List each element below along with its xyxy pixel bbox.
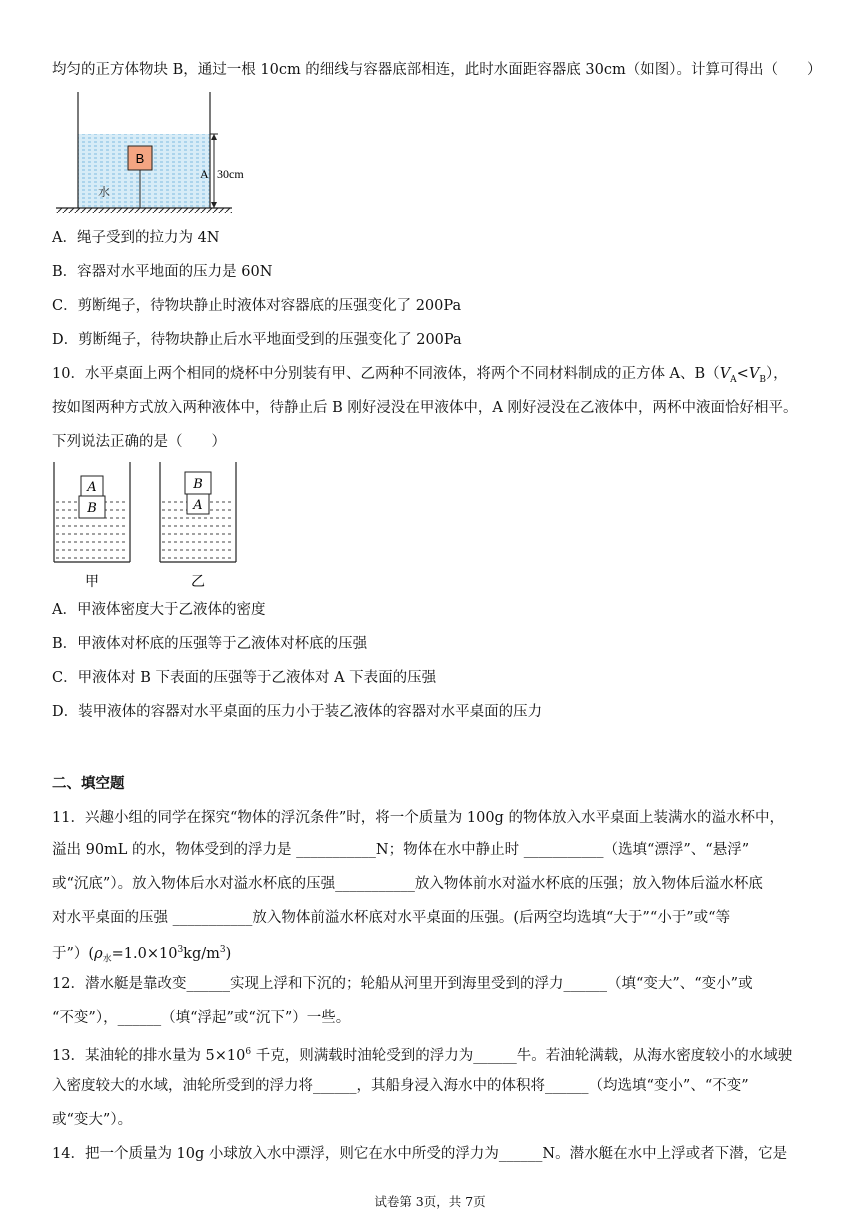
q14-line-1: 14．把一个质量为 10g 小球放入水中漂浮，则它在水中所受的浮力为______N。潜水艇在水中上浮或者下潜，它是 [52, 1146, 788, 1162]
point-a-label: A [200, 167, 209, 181]
q9-intro: 均匀的正方体物块 B，通过一根 10cm 的细线与容器底部相连，此时水面距容器底 30cm（如图）。计算可得出（ ） [52, 62, 822, 78]
jia-top-block-label: A [87, 480, 97, 495]
q12-line-2: “不变”），______（填“浮起”或“沉下”）一些。 [52, 1010, 351, 1026]
q9-option-d: D．剪断绳子，待物块静止后水平地面受到的压强变化了 200Pa [52, 332, 462, 348]
yi-bottom-block-label: A [193, 498, 203, 513]
q9-option-b: B．容器对水平地面的压力是 60N [52, 264, 273, 280]
q13-line-3: 或“变大”）。 [52, 1112, 133, 1128]
water-label: 水 [98, 185, 111, 199]
q11-line-4: 对水平桌面的压强 ___________放入物体前溢水杯底对水平桌面的压强。(后两空均选填“大于”“小于”或“等 [52, 910, 731, 926]
beaker-yi [160, 462, 236, 562]
q9-option-c: C．剪断绳子，待物块静止时液体对容器底的压强变化了 200Pa [52, 298, 462, 314]
q13-line-2: 入密度较大的水域，油轮所受到的浮力将______，其船身浸入海水中的体积将______（均选填“变小”、“不变” [52, 1078, 749, 1094]
jia-caption: 甲 [85, 574, 99, 590]
q10-line-3: 下列说法正确的是（ ） [52, 434, 226, 450]
q10-option-a: A．甲液体密度大于乙液体的密度 [52, 602, 266, 618]
jia-bottom-block-label: B [87, 501, 97, 516]
q9-figure [52, 92, 262, 216]
yi-top-block-label: B [193, 477, 203, 492]
q11-line-1: 11．兴趣小组的同学在探究“物体的浮沉条件”时，将一个质量为 100g 的物体放入水平桌面上装满水的溢水杯中， [52, 810, 784, 826]
q10-option-b: B．甲液体对杯底的压强等于乙液体对杯底的压强 [52, 636, 368, 652]
q11-line-5: 于$”)(\rho_水=1.0\times 10^3kg/m^3)$ [52, 945, 232, 965]
q10-figure [50, 460, 250, 592]
q9-option-a: A．绳子受到的拉力为 4N [52, 230, 220, 246]
block-b-label: B [135, 151, 145, 166]
q11-line-3: 或“沉底”）。放入物体后水对溢水杯底的压强___________放入物体前水对溢水杯底的压强；放入物体后溢水杯底 [52, 876, 763, 892]
height-label: 30cm [217, 167, 244, 181]
q10-option-d: D．装甲液体的容器对水平桌面的压力小于装乙液体的容器对水平桌面的压力 [52, 704, 543, 720]
q10-line-1: 10．水平桌面上两个相同的烧杯中分别装有甲、乙两种不同液体，将两个不同材料制成的正方体 A、$B(V_A<V_B)$， [52, 366, 788, 385]
q10-option-c: C．甲液体对 B 下表面的压强等于乙液体对 A 下表面的压强 [52, 670, 437, 686]
page-footer: 试卷第 3页，共 7页 [374, 1194, 486, 1209]
q12-line-1: 12．潜水艇是靠改变______实现上浮和下沉的；轮船从河里开到海里受到的浮力______（填“变大”、“变小”或 [52, 976, 753, 992]
section-title: 二、填空题 [52, 775, 125, 792]
beaker-jia [54, 462, 130, 562]
q11-line-2: 溢出 90mL 的水，物体受到的浮力是 ___________N；物体在水中静止时 ___________（选填“漂浮”、“悬浮” [52, 842, 750, 858]
yi-caption: 乙 [191, 574, 205, 590]
q10-line-2: 按如图两种方式放入两种液体中，待静止后 B 刚好浸没在甲液体中，A 刚好浸没在乙液体中，两杯中液面恰好相平。 [52, 400, 798, 416]
q13-line-1: 13．某油轮的排水量为 $5\times 10^6$ 千克，则满载时油轮受到的浮力为______牛。若油轮满载，从海水密度较小的水域驶 [52, 1047, 793, 1064]
